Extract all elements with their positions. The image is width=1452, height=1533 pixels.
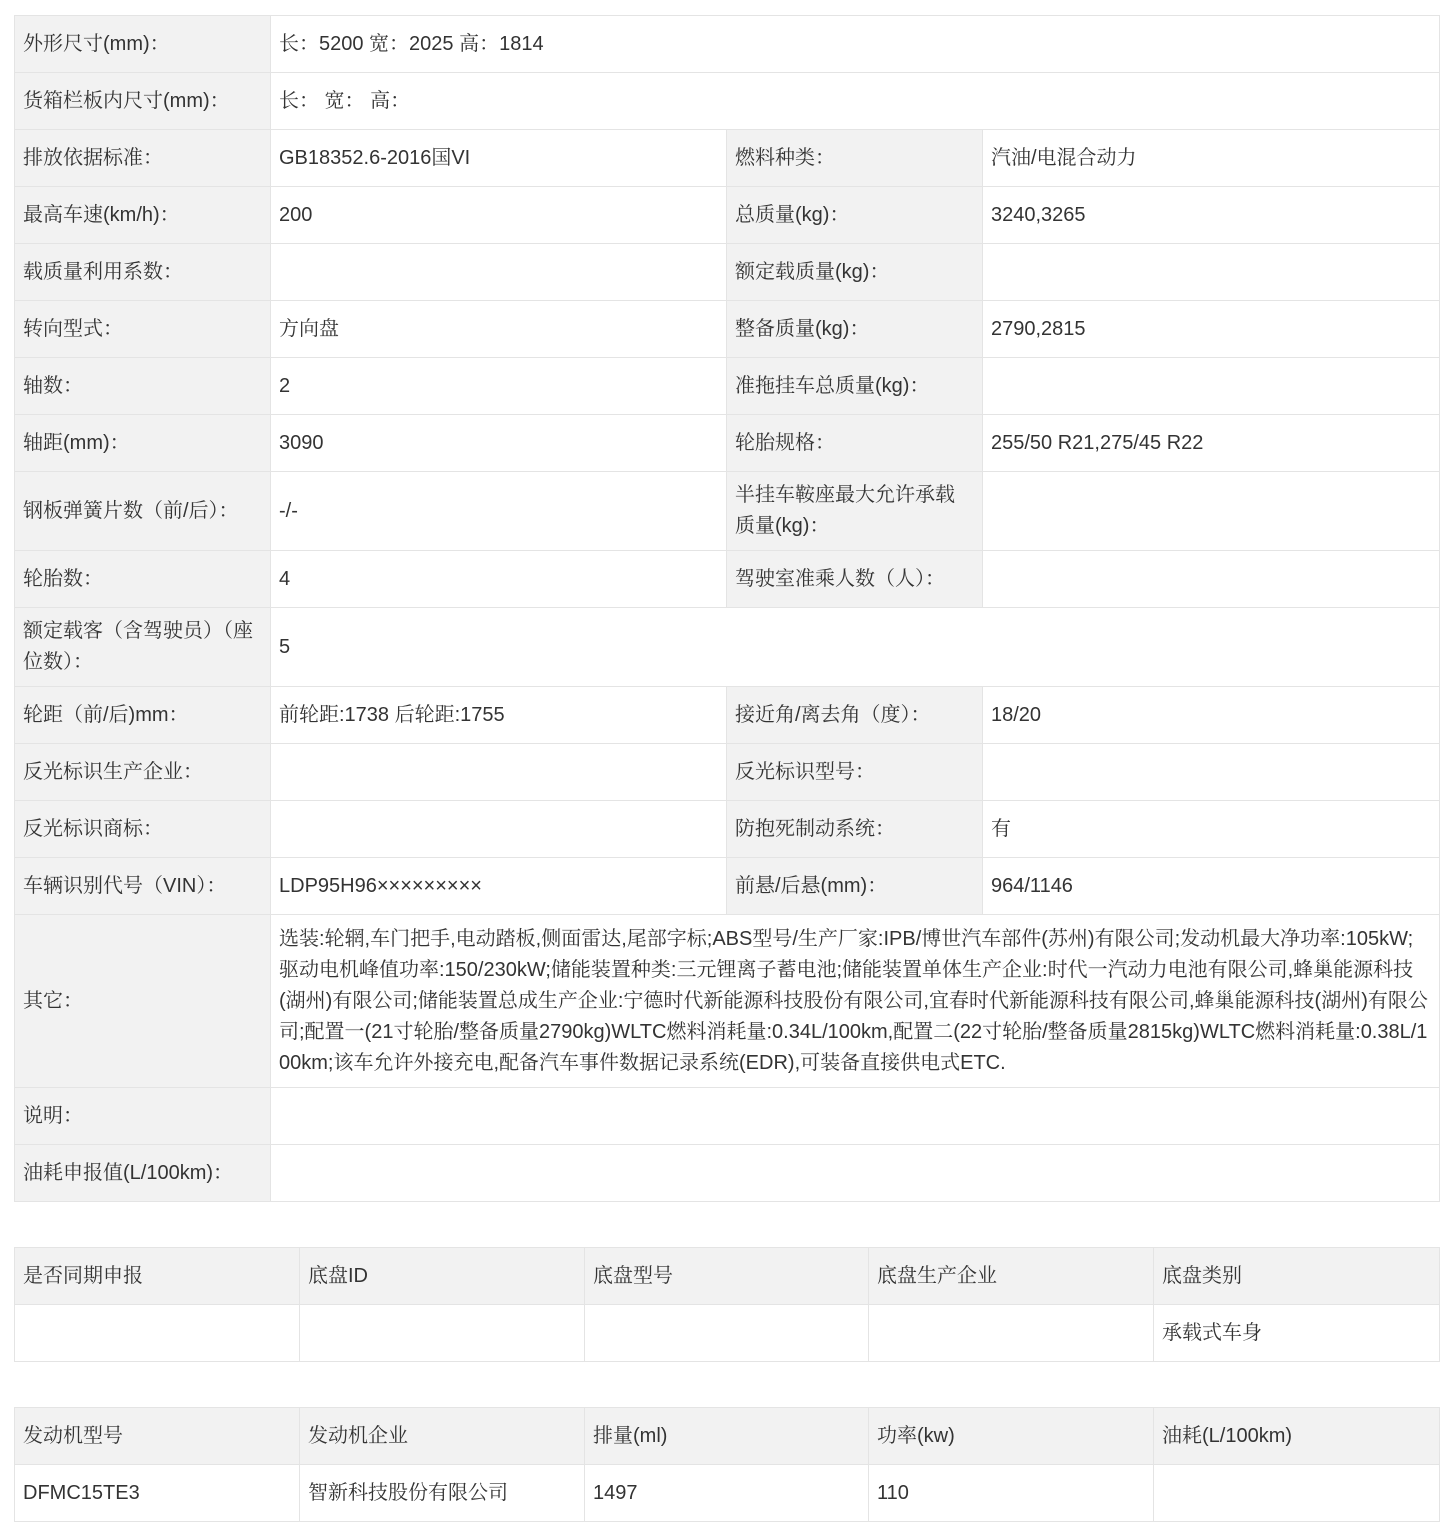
spec-label: 额定载客（含驾驶员）（座位数）： xyxy=(15,608,271,687)
spec-row xyxy=(15,244,1440,301)
spec-label: 车辆识别代号（VIN）： xyxy=(15,858,271,915)
spec-label: 轮距（前/后)mm： xyxy=(15,687,271,744)
spec-value: 2790,2815 xyxy=(983,301,1440,358)
spec-value xyxy=(271,801,727,858)
spec-value: 4 xyxy=(271,551,727,608)
chassis-cell: 承载式车身 xyxy=(1154,1305,1440,1362)
spec-label: 反光标识型号： xyxy=(727,744,983,801)
chassis-cell xyxy=(585,1305,869,1362)
spec-label: 轴数： xyxy=(15,358,271,415)
spec-label: 说明： xyxy=(15,1088,271,1145)
engine-header-cell: 功率(kw) xyxy=(869,1408,1154,1465)
spec-value xyxy=(983,244,1440,301)
spec-row xyxy=(15,801,1440,858)
spec-label: 防抱死制动系统： xyxy=(727,801,983,858)
spec-value xyxy=(983,744,1440,801)
engine-cell xyxy=(1154,1465,1440,1522)
spec-value: 200 xyxy=(271,187,727,244)
spec-label: 排放依据标准： xyxy=(15,130,271,187)
spec-label: 外形尺寸(mm)： xyxy=(15,16,271,73)
spec-value: 5 xyxy=(271,608,1440,687)
spec-value: 3090 xyxy=(271,415,727,472)
engine-header-cell: 发动机型号 xyxy=(15,1408,300,1465)
spec-label: 半挂车鞍座最大允许承载质量(kg)： xyxy=(727,472,983,551)
spec-value xyxy=(983,472,1440,551)
spec-value: 18/20 xyxy=(983,687,1440,744)
spec-row xyxy=(15,608,1440,687)
spec-value: 长：5200 宽：2025 高：1814 xyxy=(271,16,1440,73)
chassis-header-cell: 底盘生产企业 xyxy=(869,1248,1154,1305)
spec-row xyxy=(15,187,1440,244)
spec-value: 方向盘 xyxy=(271,301,727,358)
spec-row xyxy=(15,551,1440,608)
spec-value: GB18352.6-2016国VI xyxy=(271,130,727,187)
spec-value: 有 xyxy=(983,801,1440,858)
chassis-header-row xyxy=(15,1248,1440,1305)
chassis-header-cell: 底盘型号 xyxy=(585,1248,869,1305)
spec-value: 前轮距:1738 后轮距:1755 xyxy=(271,687,727,744)
chassis-table xyxy=(14,1247,1440,1362)
spec-row xyxy=(15,744,1440,801)
spec-value xyxy=(983,551,1440,608)
spec-row xyxy=(15,1088,1440,1145)
chassis-data-row xyxy=(15,1305,1440,1362)
spec-row xyxy=(15,130,1440,187)
spec-label: 其它： xyxy=(15,915,271,1088)
spec-label: 转向型式： xyxy=(15,301,271,358)
chassis-header-cell: 是否同期申报 xyxy=(15,1248,300,1305)
spec-label: 反光标识商标： xyxy=(15,801,271,858)
spec-value: 汽油/电混合动力 xyxy=(983,130,1440,187)
engine-data-row xyxy=(15,1465,1440,1522)
spec-row xyxy=(15,16,1440,73)
spec-label: 准拖挂车总质量(kg)： xyxy=(727,358,983,415)
spec-row xyxy=(15,415,1440,472)
spec-label: 轮胎数： xyxy=(15,551,271,608)
spec-label: 轮胎规格： xyxy=(727,415,983,472)
spec-row xyxy=(15,858,1440,915)
spec-value: LDP95H96××××××××× xyxy=(271,858,727,915)
spec-label: 反光标识生产企业： xyxy=(15,744,271,801)
spec-value xyxy=(271,744,727,801)
spec-value xyxy=(271,1145,1440,1202)
spec-value xyxy=(983,358,1440,415)
spec-label: 接近角/离去角（度）： xyxy=(727,687,983,744)
spec-row xyxy=(15,915,1440,1088)
engine-cell: 110 xyxy=(869,1465,1154,1522)
spec-row xyxy=(15,301,1440,358)
engine-table xyxy=(14,1407,1440,1522)
engine-header-cell: 发动机企业 xyxy=(300,1408,585,1465)
spec-row xyxy=(15,687,1440,744)
spec-row xyxy=(15,1145,1440,1202)
spec-label: 最高车速(km/h)： xyxy=(15,187,271,244)
spec-label: 载质量利用系数： xyxy=(15,244,271,301)
engine-header-cell: 油耗(L/100km) xyxy=(1154,1408,1440,1465)
spec-row xyxy=(15,358,1440,415)
chassis-cell xyxy=(300,1305,585,1362)
chassis-header-cell: 底盘类别 xyxy=(1154,1248,1440,1305)
spec-value: 255/50 R21,275/45 R22 xyxy=(983,415,1440,472)
spec-label: 油耗申报值(L/100km)： xyxy=(15,1145,271,1202)
engine-header-row xyxy=(15,1408,1440,1465)
spec-label: 额定载质量(kg)： xyxy=(727,244,983,301)
spec-label: 燃料种类： xyxy=(727,130,983,187)
chassis-header-cell: 底盘ID xyxy=(300,1248,585,1305)
spec-row xyxy=(15,73,1440,130)
spec-value: 长： 宽： 高： xyxy=(271,73,1440,130)
spec-value: -/- xyxy=(271,472,727,551)
spec-value: 选装:轮辋,车门把手,电动踏板,侧面雷达,尾部字标;ABS型号/生产厂家:IPB/博世汽车部件(苏州)有限公司;发动机最大净功率:105kW;驱动电机峰值功率:150/230kW;储能装置种类:三元锂离子蓄电池;储能装置单体生产企业:时代一汽动力电池有限公司,蜂巢能源科技(湖州)有限公司;储能装置总成生产企业:宁德时代新能源科技股份有限公司,宜春时代新能源科技有限公司,蜂巢能源科技(湖州)有限公司;配置一(21寸轮胎/整备质量2790kg)WLTC燃料消耗量:0.34L/100km,配置二(22寸轮胎/整备质量2815kg)WLTC燃料消耗量:0.38L/100km;该车允许外接充电,配备汽车事件数据记录系统(EDR),可装备直接供电式ETC. xyxy=(271,915,1440,1088)
spec-value: 3240,3265 xyxy=(983,187,1440,244)
spec-label: 前悬/后悬(mm)： xyxy=(727,858,983,915)
spec-value xyxy=(271,244,727,301)
spec-label: 轴距(mm)： xyxy=(15,415,271,472)
engine-cell: DFMC15TE3 xyxy=(15,1465,300,1522)
spec-value xyxy=(271,1088,1440,1145)
engine-cell: 1497 xyxy=(585,1465,869,1522)
spec-label: 总质量(kg)： xyxy=(727,187,983,244)
chassis-cell xyxy=(15,1305,300,1362)
spec-label: 驾驶室准乘人数（人）： xyxy=(727,551,983,608)
spec-value: 964/1146 xyxy=(983,858,1440,915)
spec-row xyxy=(15,472,1440,551)
spec-label: 钢板弹簧片数（前/后）： xyxy=(15,472,271,551)
chassis-cell xyxy=(869,1305,1154,1362)
spec-label: 整备质量(kg)： xyxy=(727,301,983,358)
engine-header-cell: 排量(ml) xyxy=(585,1408,869,1465)
spec-label: 货箱栏板内尺寸(mm)： xyxy=(15,73,271,130)
vehicle-spec-table xyxy=(14,15,1440,1202)
engine-cell: 智新科技股份有限公司 xyxy=(300,1465,585,1522)
spec-value: 2 xyxy=(271,358,727,415)
